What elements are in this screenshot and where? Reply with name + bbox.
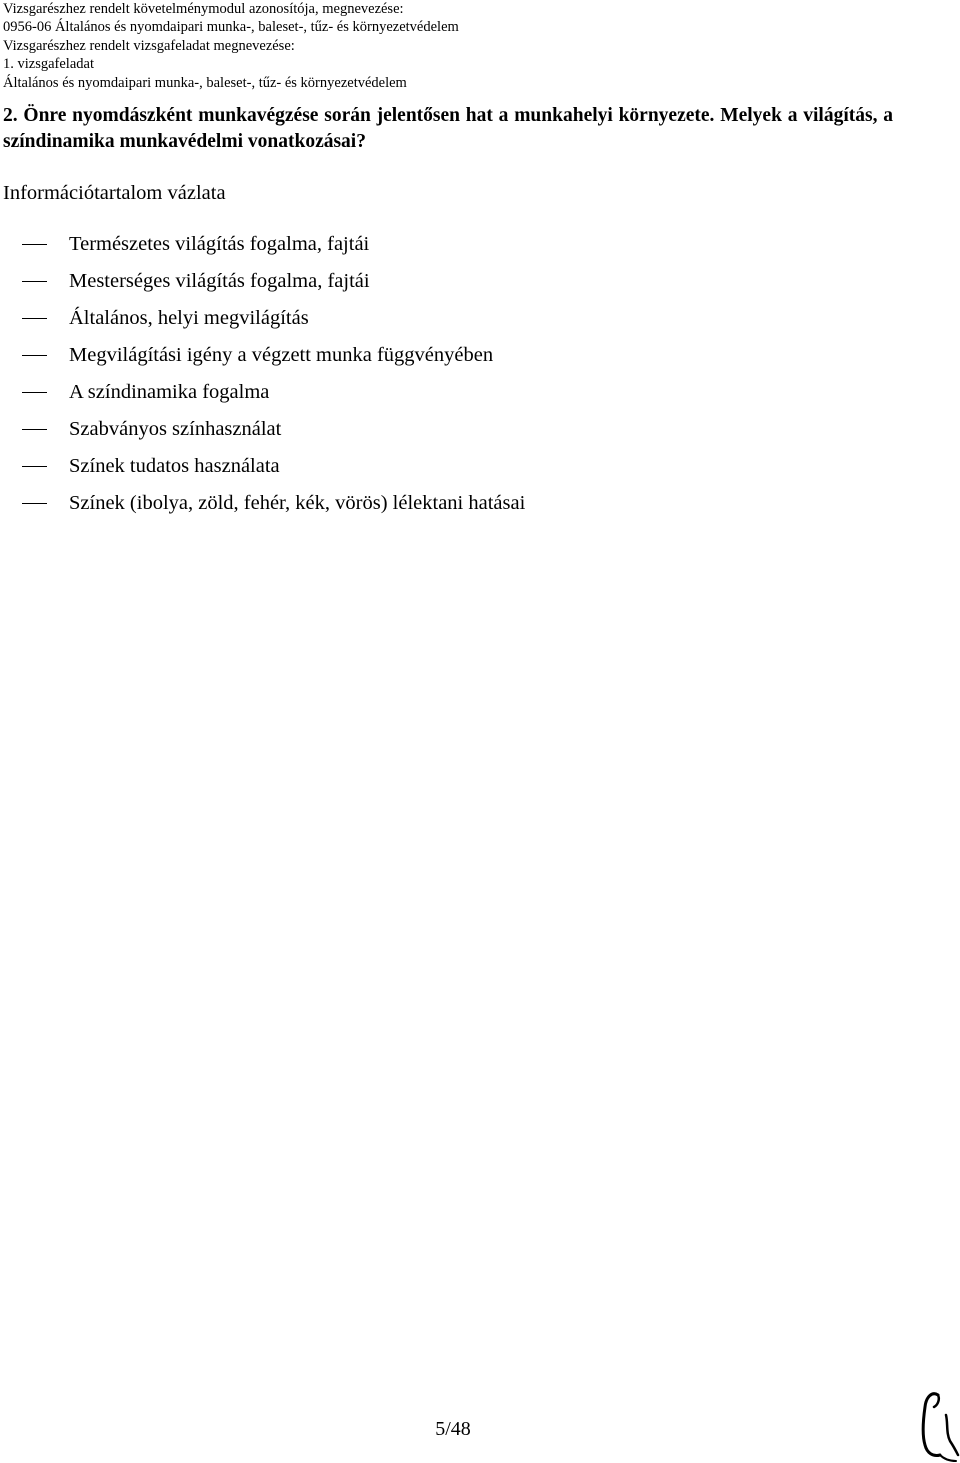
exam-question: 2. Önre nyomdászként munkavégzése során jelentősen hat a munkahelyi környezete. Melyek a világítás, a színdinamika munkavédelmi vonatkozásai?	[3, 105, 893, 152]
list-item-text: Megvilágítási igény a végzett munka függvényében	[69, 344, 494, 366]
list-item	[0, 413, 900, 450]
list-item-text: Általános, helyi megvilágítás	[69, 307, 309, 329]
dash-bullet-icon	[22, 503, 47, 504]
dash-bullet-icon	[22, 281, 47, 282]
list-item	[0, 339, 900, 376]
dash-bullet-icon	[22, 244, 47, 245]
list-item-text: Mesterséges világítás fogalma, fajtái	[69, 270, 370, 292]
list-item	[0, 302, 900, 339]
list-item	[0, 228, 900, 265]
list-item	[0, 450, 900, 487]
dash-bullet-icon	[22, 318, 47, 319]
list-item	[0, 376, 900, 413]
list-item-text: A színdinamika fogalma	[69, 381, 270, 403]
header-line-task-name: Általános és nyomdaipari munka-, baleset-, tűz- és környezetvédelem	[3, 74, 407, 91]
dash-bullet-icon	[22, 466, 47, 467]
dash-bullet-icon	[22, 355, 47, 356]
list-item-text: Színek (ibolya, zöld, fehér, kék, vörös) lélektani hatásai	[69, 492, 526, 514]
list-item	[0, 265, 900, 302]
dash-bullet-icon	[22, 429, 47, 430]
list-item-text: Szabványos színhasználat	[69, 418, 282, 440]
dash-bullet-icon	[22, 392, 47, 393]
list-item-text: Természetes világítás fogalma, fajtái	[69, 233, 370, 255]
header-line-module-label: Vizsgarészhez rendelt követelménymodul azonosítója, megnevezése:	[3, 1, 404, 17]
document-header	[3, 0, 953, 92]
outline-list	[0, 228, 900, 524]
header-line-module-name: 0956-06 Általános és nyomdaipari munka-, baleset-, tűz- és környezetvédelem	[3, 19, 459, 36]
list-item-text: Színek tudatos használata	[69, 455, 280, 477]
header-line-task-number: 1. vizsgafeladat	[3, 56, 94, 73]
handwritten-signature-icon	[916, 1385, 960, 1463]
outline-title: Információtartalom vázlata	[3, 182, 226, 204]
header-line-task-label: Vizsgarészhez rendelt vizsgafeladat megnevezése:	[3, 37, 295, 54]
page-number: 5/48	[435, 1418, 471, 1440]
list-item	[0, 487, 900, 524]
